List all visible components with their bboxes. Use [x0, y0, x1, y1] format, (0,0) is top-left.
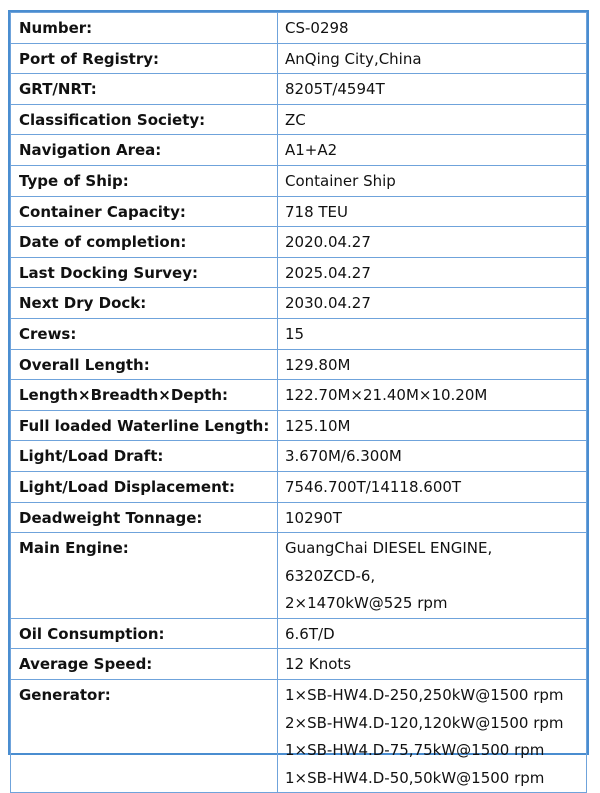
- spec-row: [11, 380, 587, 411]
- spec-value-line: 2030.04.27: [285, 294, 371, 313]
- spec-label: Navigation Area:: [11, 135, 278, 166]
- spec-value-line: AnQing City,China: [285, 49, 422, 68]
- spec-value: [278, 104, 587, 135]
- spec-label: GRT/NRT:: [11, 74, 278, 105]
- spec-value-line: 2×1470kW@525 rpm: [285, 594, 448, 613]
- spec-value-line: 10290T: [285, 508, 342, 527]
- spec-row: [11, 649, 587, 680]
- spec-row: [11, 680, 587, 793]
- spec-value-line: CS-0298: [285, 19, 349, 37]
- ship-specification-sheet: [8, 10, 589, 787]
- spec-value: [278, 649, 587, 680]
- spec-row: [11, 349, 587, 380]
- spec-value: [278, 43, 587, 74]
- spec-row: [11, 471, 587, 502]
- spec-row: [11, 196, 587, 227]
- spec-value-line: 1×SB-HW4.D-75,75kW@1500 rpm: [285, 741, 545, 760]
- spec-value: [278, 318, 587, 349]
- spec-row: [11, 227, 587, 258]
- spec-value: [278, 410, 587, 441]
- spec-row: [11, 104, 587, 135]
- spec-value: [278, 471, 587, 502]
- spec-row: [11, 13, 587, 44]
- spec-value-line: 1×SB-HW4.D-50,50kW@1500 rpm: [285, 768, 545, 787]
- spec-value-line: ZC: [285, 110, 306, 129]
- spec-value: [278, 380, 587, 411]
- spec-value-line: 6.6T/D: [285, 624, 335, 643]
- spec-row: [11, 618, 587, 649]
- spec-label: Container Capacity:: [11, 196, 278, 227]
- spec-value-line: 8205T/4594T: [285, 80, 385, 99]
- spec-row: [11, 441, 587, 472]
- spec-label: Type of Ship:: [11, 165, 278, 196]
- spec-value-line: GuangChai DIESEL ENGINE,: [285, 539, 493, 558]
- spec-row: [11, 257, 587, 288]
- spec-label: Date of completion:: [11, 227, 278, 258]
- spec-value: [278, 533, 587, 619]
- spec-value: [278, 618, 587, 649]
- spec-label: Next Dry Dock:: [11, 288, 278, 319]
- spec-label: Port of Registry:: [11, 43, 278, 74]
- spec-label: Light/Load Displacement:: [11, 471, 278, 502]
- spec-value-line: 6320ZCD-6,: [285, 566, 376, 585]
- spec-table-body: [11, 13, 587, 793]
- spec-label: Full loaded Waterline Length:: [11, 410, 278, 441]
- spec-value: [278, 288, 587, 319]
- spec-value-line: 3.670M/6.300M: [285, 447, 402, 466]
- ship-specification-table: [10, 12, 587, 793]
- spec-value: [278, 74, 587, 105]
- spec-label: Generator:: [11, 680, 278, 793]
- spec-label: Overall Length:: [11, 349, 278, 380]
- spec-value-line: 15: [285, 324, 305, 343]
- spec-value-line: 718 TEU: [285, 202, 349, 221]
- spec-value: [278, 165, 587, 196]
- spec-row: [11, 43, 587, 74]
- spec-row: [11, 165, 587, 196]
- spec-label: Length×Breadth×Depth:: [11, 380, 278, 411]
- spec-row: [11, 410, 587, 441]
- spec-label: Crews:: [11, 318, 278, 349]
- spec-value: [278, 680, 587, 793]
- spec-value-line: 125.10M: [285, 416, 351, 435]
- spec-value: [278, 441, 587, 472]
- spec-value-line: Container Ship: [285, 171, 396, 190]
- spec-label: Oil Consumption:: [11, 618, 278, 649]
- spec-value-line: 12 Knots: [285, 655, 352, 674]
- spec-value-line: 7546.700T/14118.600T: [285, 477, 462, 496]
- spec-value-line: 2×SB-HW4.D-120,120kW@1500 rpm: [285, 713, 564, 732]
- spec-label: Average Speed:: [11, 649, 278, 680]
- spec-value: [278, 502, 587, 533]
- spec-row: [11, 502, 587, 533]
- spec-row: [11, 533, 587, 619]
- spec-value-line: 2025.04.27: [285, 263, 371, 282]
- spec-value: [278, 349, 587, 380]
- spec-row: [11, 288, 587, 319]
- spec-row: [11, 318, 587, 349]
- spec-label: Number:: [11, 13, 278, 44]
- spec-label: Last Docking Survey:: [11, 257, 278, 288]
- spec-value-line: A1+A2: [285, 141, 338, 160]
- spec-value-line: 2020.04.27: [285, 233, 371, 252]
- spec-value: [278, 13, 587, 44]
- spec-label: Main Engine:: [11, 533, 278, 619]
- spec-value: [278, 196, 587, 227]
- spec-value: [278, 257, 587, 288]
- spec-label: Deadweight Tonnage:: [11, 502, 278, 533]
- spec-value: [278, 135, 587, 166]
- spec-row: [11, 135, 587, 166]
- spec-label: Light/Load Draft:: [11, 441, 278, 472]
- spec-value-line: 122.70M×21.40M×10.20M: [285, 386, 488, 405]
- spec-value-line: 1×SB-HW4.D-250,250kW@1500 rpm: [285, 686, 564, 705]
- spec-value-line: 129.80M: [285, 355, 351, 374]
- spec-row: [11, 74, 587, 105]
- spec-value: [278, 227, 587, 258]
- spec-label: Classification Society:: [11, 104, 278, 135]
